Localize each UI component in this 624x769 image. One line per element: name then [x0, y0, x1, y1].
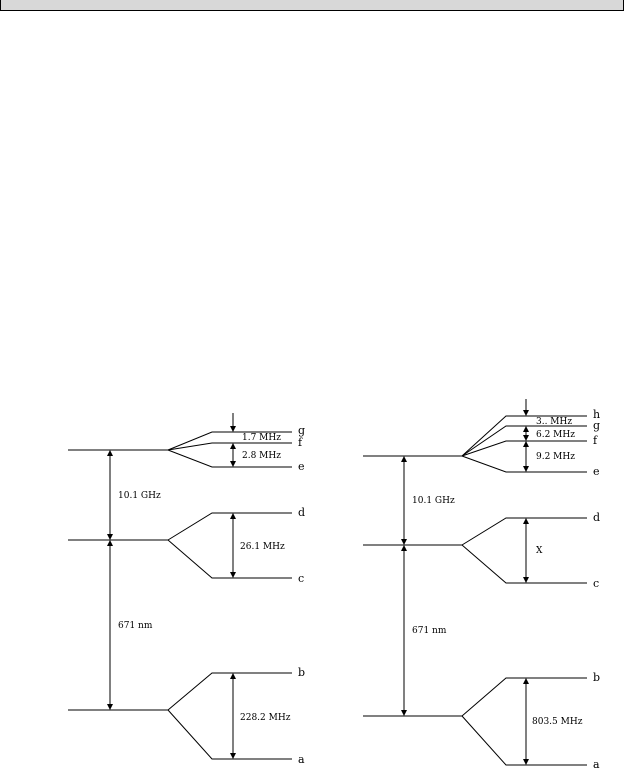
left-level-d — [168, 513, 292, 540]
right-level-b — [462, 678, 587, 716]
left-letter-b: b — [298, 666, 306, 679]
right-gf-label: 6.2 MHz — [536, 430, 575, 440]
right-fe-label: 9.2 MHz — [536, 452, 575, 462]
left-gf-label: 1.7 MHz — [242, 433, 281, 443]
left-fe-label: 2.8 MHz — [242, 451, 281, 461]
left-letter-f: f — [298, 436, 303, 449]
left-dc-label: 26.1 MHz — [240, 542, 285, 552]
right-level-c — [462, 545, 587, 583]
left-letter-a: a — [298, 753, 305, 766]
right-letter-f: f — [593, 434, 598, 447]
right-letter-d: d — [593, 511, 601, 524]
left-letter-d: d — [298, 506, 306, 519]
right-letter-a: a — [593, 758, 600, 769]
left-upper-interval-label: 10.1 GHz — [118, 491, 161, 501]
left-level-f — [168, 443, 292, 450]
left-lower-interval-label: 671 nm — [118, 621, 153, 631]
right-level-d — [462, 518, 587, 545]
right-lower-interval-label: 671 nm — [412, 626, 447, 636]
right-hg-label: 3.. MHz — [536, 417, 573, 427]
left-diagram — [68, 413, 305, 766]
right-letter-c: c — [593, 577, 600, 590]
right-diagram — [363, 399, 600, 769]
right-letter-b: b — [593, 671, 601, 684]
right-upper-interval-label: 10.1 GHz — [412, 496, 455, 506]
right-ba-label: 803.5 MHz — [532, 717, 583, 727]
left-ba-label: 228.2 MHz — [240, 713, 291, 723]
right-letter-e: e — [593, 465, 600, 478]
left-level-b — [168, 673, 292, 710]
right-letter-g: g — [593, 419, 601, 432]
right-letter-h: h — [593, 408, 601, 421]
right-dc-label: X — [536, 546, 543, 556]
left-letter-e: e — [298, 460, 305, 473]
left-letter-g: g — [298, 424, 306, 437]
left-letter-c: c — [298, 572, 305, 585]
